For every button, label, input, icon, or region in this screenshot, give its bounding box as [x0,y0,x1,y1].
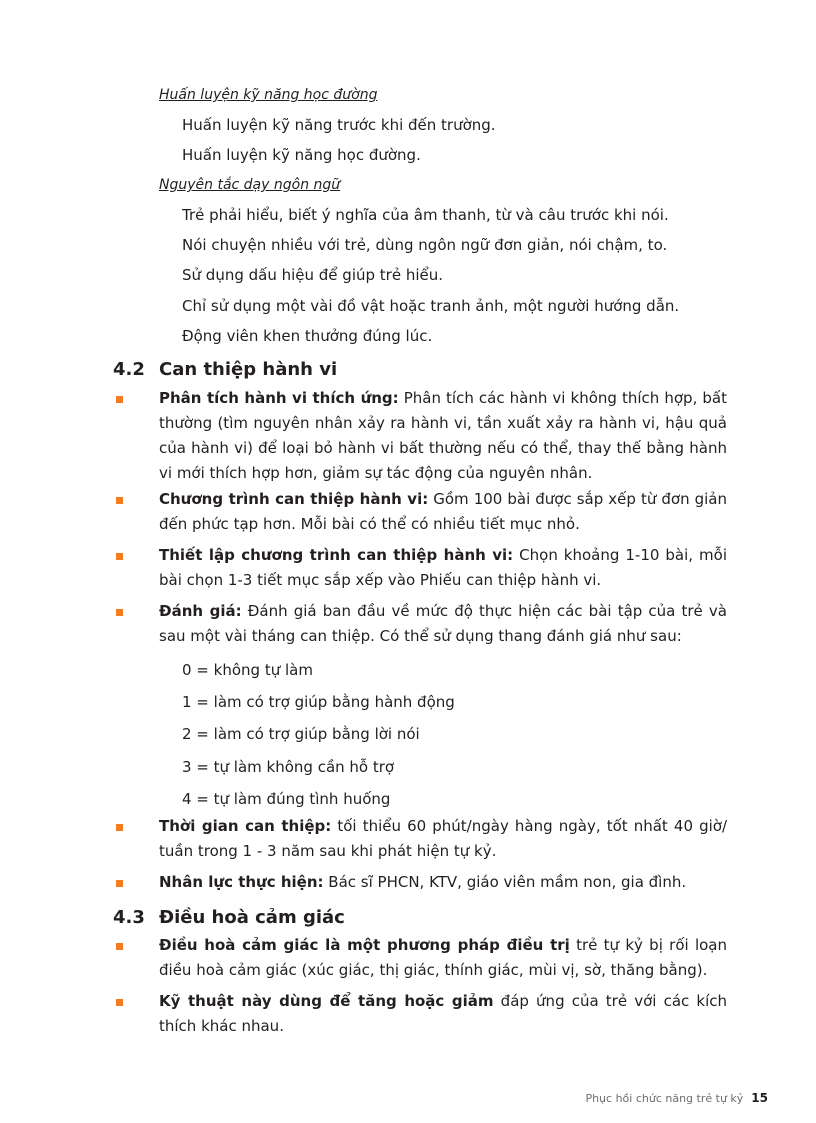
scale-item: 2 = làm có trợ giúp bằng lời nói [182,725,420,743]
bullet-text: Phân tích các hành vi không thích hợp, bất thường (tìm nguyên nhân xảy ra hành vi, tần xuất xảy ra hành vi, hậu quả của hành vi) để loại bỏ hành vi bất thường nếu có thể, thay thế bằng hành vi mới thích hợp hơn, giảm sự tác động của nguyên nhân. [159,389,727,482]
bullet-paragraph [159,543,727,593]
bullet-square-icon [116,609,123,616]
list-item: Trẻ phải hiểu, biết ý nghĩa của âm thanh, từ và câu trước khi nói. [182,206,669,224]
bullet-text: Gồm 100 bài được sắp xếp từ đơn giản đến phức tạp hơn. Mỗi bài có thể có nhiều tiết mục nhỏ. [159,490,727,533]
scale-item: 1 = làm có trợ giúp bằng hành động [182,693,455,711]
bullet-lead: Chương trình can thiệp hành vi: [159,490,429,508]
scale-item: 4 = tự làm đúng tình huống [182,790,391,808]
section-heading-4-2 [113,358,337,382]
bullet-square-icon [116,999,123,1006]
list-item: Huấn luyện kỹ năng học đường. [182,146,421,164]
section-title: Can thiệp hành vi [159,359,338,380]
bullet-lead: Đánh giá: [159,602,242,620]
list-item: Nói chuyện nhiều với trẻ, dùng ngôn ngữ đơn giản, nói chậm, to. [182,236,668,254]
bullet-paragraph [159,599,727,649]
bullet-text: Bác sĩ PHCN, KTV, giáo viên mầm non, gia đình. [323,873,687,891]
footer-title: Phục hồi chức năng trẻ tự kỷ [585,1092,744,1105]
subheading-school-skills: Huấn luyện kỹ năng học đường [159,87,378,103]
bullet-square-icon [116,497,123,504]
bullet-paragraph [159,814,727,864]
scale-item: 3 = tự làm không cần hỗ trợ [182,758,395,776]
bullet-lead: Nhân lực thực hiện: [159,873,324,891]
bullet-square-icon [116,943,123,950]
bullet-paragraph [159,487,727,537]
page-number: 15 [751,1091,768,1105]
page-footer [585,1091,768,1106]
section-title: Điều hoà cảm giác [159,907,345,928]
subheading-language-principles: Nguyên tắc dạy ngôn ngữ [159,177,341,193]
bullet-text: tối thiểu 60 phút/ngày hàng ngày, tốt nhất 40 giờ/ tuần trong 1 - 3 năm sau khi phát hiện tự kỷ. [159,817,728,860]
bullet-square-icon [116,553,123,560]
list-item: Huấn luyện kỹ năng trước khi đến trường. [182,116,496,134]
bullet-paragraph [159,989,727,1039]
list-item: Sử dụng dấu hiệu để giúp trẻ hiểu. [182,266,444,284]
bullet-square-icon [116,824,123,831]
section-number: 4.2 [113,359,145,380]
bullet-paragraph [159,933,727,983]
bullet-paragraph [159,870,727,895]
bullet-square-icon [116,396,123,403]
bullet-paragraph [159,386,727,486]
bullet-lead: Thời gian can thiệp: [159,817,332,835]
bullet-text: đáp ứng của trẻ với các kích thích khác nhau. [159,992,727,1035]
bullet-lead: Thiết lập chương trình can thiệp hành vi: [159,546,514,564]
section-heading-4-3 [113,906,345,930]
bullet-lead: Phân tích hành vi thích ứng: [159,389,399,407]
bullet-lead: Kỹ thuật này dùng để tăng hoặc giảm [159,992,494,1010]
list-item: Động viên khen thưởng đúng lúc. [182,327,433,345]
bullet-square-icon [116,880,123,887]
bullet-text: trẻ tự kỷ bị rối loạn điều hoà cảm giác (xúc giác, thị giác, thính giác, mùi vị, sờ, thăng bằng). [159,936,727,979]
bullet-text: Chọn khoảng 1-10 bài, mỗi bài chọn 1-3 tiết mục sắp xếp vào Phiếu can thiệp hành vi. [159,546,727,589]
list-item: Chỉ sử dụng một vài đồ vật hoặc tranh ảnh, một người hướng dẫn. [182,297,680,315]
section-number: 4.3 [113,907,145,928]
bullet-lead: Điều hoà cảm giác là một phương pháp điều trị [159,936,570,954]
scale-item: 0 = không tự làm [182,661,313,679]
bullet-text: Đánh giá ban đầu về mức độ thực hiện các bài tập của trẻ và sau một vài tháng can thiệp. Có thể sử dụng thang đánh giá như sau: [159,602,727,645]
